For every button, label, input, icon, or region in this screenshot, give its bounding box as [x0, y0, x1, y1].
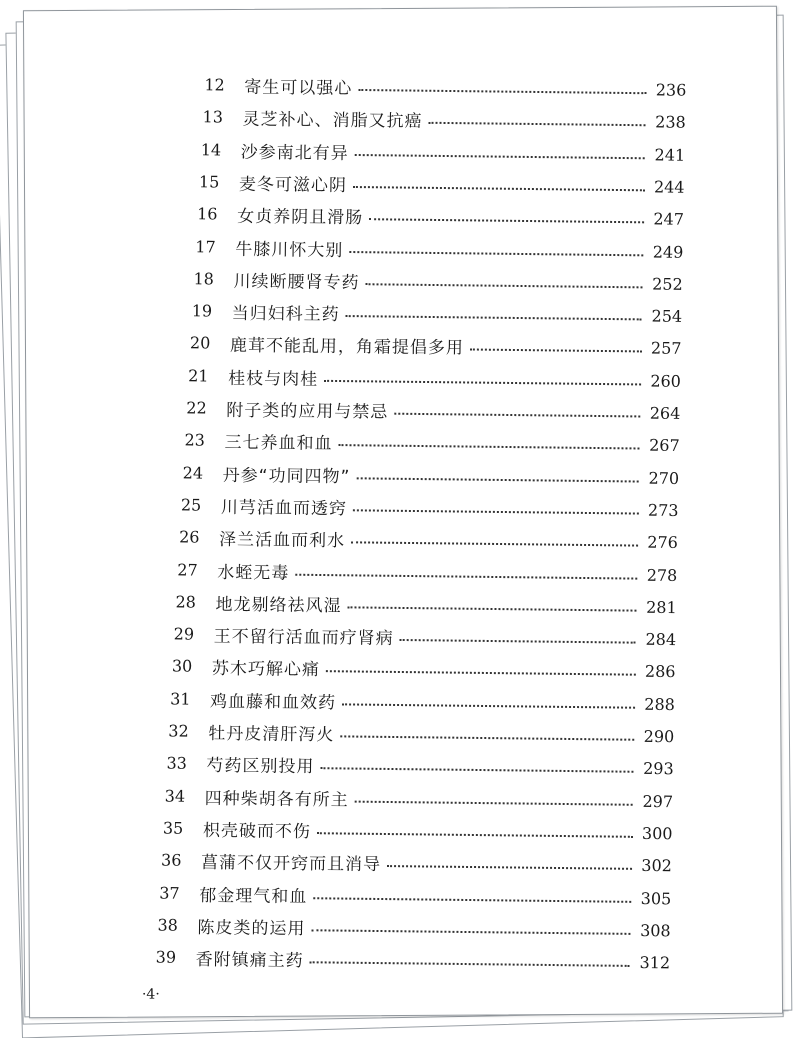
- toc-entry-title: 附子类的应用与禁忌: [226, 400, 389, 423]
- toc-entry: [186, 393, 680, 427]
- toc-entry: [157, 910, 670, 944]
- toc-entry-number: 21: [188, 365, 209, 385]
- toc-entry: [181, 490, 679, 524]
- toc-entry: [184, 426, 679, 460]
- toc-entry: [199, 167, 685, 201]
- toc-entry-page: 236: [655, 79, 687, 100]
- toc-entry-page: 288: [644, 693, 676, 714]
- toc-entry-number: 17: [195, 236, 216, 256]
- toc-entry-page: 312: [639, 952, 671, 972]
- toc-entry-number: 16: [197, 203, 218, 224]
- toc-entry-page: 300: [641, 823, 673, 843]
- toc-entry-page: 267: [649, 435, 680, 455]
- toc-entry-page: 302: [641, 855, 673, 875]
- toc-leader-dots: [313, 897, 631, 903]
- toc-entry: [193, 264, 682, 298]
- toc-entry-title: 灵芝补心、消脂又抗癌: [242, 109, 423, 132]
- toc-entry: [163, 813, 673, 847]
- toc-entry-title: 麦冬可滋心阴: [238, 174, 348, 196]
- toc-entry-title: 沙参南北有异: [240, 141, 349, 164]
- toc-leader-dots: [320, 767, 633, 773]
- toc-entry-number: 30: [171, 656, 193, 676]
- toc-entry-title: 女贞养阴且滑肠: [237, 206, 364, 228]
- toc-entry-title: 当归妇科主药: [231, 303, 340, 325]
- toc-entry: [195, 232, 683, 266]
- toc-entry: [192, 296, 683, 330]
- toc-entry-page: 305: [640, 887, 672, 908]
- toc-entry-title: 苏木巧解心痛: [211, 658, 321, 680]
- toc-entry-page: 281: [646, 597, 677, 617]
- toc-entry-page: 293: [643, 758, 674, 778]
- toc-entry-number: 31: [170, 688, 191, 708]
- toc-entry-title: 四种柴胡各有所主: [204, 788, 349, 810]
- toc-leader-dots: [394, 413, 640, 418]
- toc-entry-title: 川续断腰肾专药: [233, 271, 360, 293]
- toc-entry: [168, 716, 674, 750]
- toc-entry-title: 郁金理气和血: [199, 884, 308, 907]
- toc-entry-number: 18: [193, 268, 215, 288]
- toc-entry: [204, 70, 686, 103]
- toc-leader-dots: [356, 477, 639, 482]
- toc-leader-dots: [353, 186, 645, 191]
- toc-entry-number: 24: [182, 462, 204, 482]
- toc-leader-dots: [429, 122, 646, 126]
- toc-leader-dots: [340, 735, 634, 740]
- toc-entry: [174, 619, 677, 653]
- page-number: ·4·: [141, 986, 160, 1003]
- toc-entry-number: 27: [177, 559, 198, 579]
- toc-entry-page: 257: [650, 338, 682, 358]
- toc-entry-number: 32: [168, 720, 189, 741]
- toc-entry-number: 34: [164, 785, 186, 805]
- toc-entry: [175, 587, 676, 621]
- toc-entry-page: 254: [651, 306, 683, 326]
- toc-entry: [177, 555, 677, 589]
- toc-entry-title: 王不留行活血而疗肾病: [213, 626, 394, 649]
- toc-leader-dots: [470, 349, 642, 353]
- toc-leader-dots: [342, 703, 635, 708]
- toc-entry-page: 241: [654, 144, 686, 164]
- toc-entry-number: 39: [155, 947, 177, 967]
- toc-entry: [197, 199, 684, 233]
- toc-entry-title: 枳壳破而不伤: [202, 820, 311, 842]
- toc-page: [23, 6, 783, 1019]
- toc-entry-number: 20: [189, 333, 211, 353]
- toc-entry: [165, 781, 674, 815]
- toc-leader-dots: [400, 639, 636, 644]
- toc-entry: [188, 361, 681, 395]
- toc-entry-title: 川芎活血而透窍: [220, 497, 348, 519]
- toc-entry: [156, 943, 671, 977]
- toc-entry: [179, 523, 678, 557]
- toc-entry-title: 牛膝川怀大别: [235, 238, 344, 260]
- toc-entry: [172, 652, 676, 686]
- toc-entry-page: 270: [648, 467, 680, 488]
- toc-entry-number: 35: [162, 817, 184, 838]
- toc-entry-number: 29: [173, 623, 195, 644]
- toc-leader-dots: [349, 251, 643, 256]
- toc-entry-page: 247: [653, 209, 685, 229]
- toc-entry-number: 19: [191, 300, 213, 321]
- toc-entry-page: 249: [652, 241, 684, 261]
- toc-entry-page: 286: [644, 661, 676, 682]
- toc-entry-number: 28: [175, 591, 197, 611]
- toc-entry-page: 252: [652, 273, 683, 294]
- toc-entry-page: 290: [643, 726, 675, 746]
- toc-entry-number: 26: [179, 527, 200, 547]
- toc-leader-dots: [338, 444, 639, 449]
- toc-entry-page: 264: [649, 403, 681, 423]
- toc-leader-dots: [369, 218, 644, 223]
- toc-leader-dots: [387, 865, 632, 870]
- toc-entry-number: 36: [161, 850, 182, 870]
- toc-entry-page: 308: [640, 920, 671, 940]
- toc-leader-dots: [365, 283, 642, 288]
- toc-entry-number: 15: [198, 171, 220, 191]
- toc-leader-dots: [326, 671, 636, 677]
- toc-entry: [166, 749, 673, 783]
- toc-leader-dots: [317, 832, 633, 838]
- toc-entry-number: 37: [159, 882, 180, 902]
- toc-entry-page: 276: [647, 532, 679, 552]
- toc-entry-title: 陈皮类的运用: [197, 917, 306, 939]
- toc-entry-page: 284: [645, 629, 677, 649]
- toc-entry: [159, 878, 671, 912]
- toc-entry: [161, 846, 672, 880]
- toc-entry-title: 鸡血藤和血效药: [209, 691, 337, 713]
- toc-entry-title: 牡丹皮清肝泻火: [208, 723, 335, 745]
- toc-leader-dots: [295, 573, 637, 579]
- toc-entry-number: 23: [184, 430, 206, 450]
- toc-entry-number: 33: [166, 753, 187, 773]
- toc-leader-dots: [347, 606, 636, 611]
- toc-entry-title: 水蛭无毒: [217, 561, 290, 583]
- toc-entry-title: 香附镇痛主药: [195, 949, 304, 971]
- toc-entry: [170, 684, 675, 718]
- toc-leader-dots: [353, 509, 639, 514]
- toc-entry-number: 12: [204, 74, 225, 94]
- toc-entry-title: 芍药区别投用: [206, 755, 315, 777]
- toc-entry-page: 260: [650, 370, 682, 391]
- toc-entry-page: 244: [653, 176, 685, 197]
- toc-entry-title: 桂枝与肉桂: [228, 367, 319, 389]
- toc-entry-title: 泽兰活血而利水: [219, 529, 346, 551]
- toc-entry-page: 273: [647, 500, 679, 520]
- toc-leader-dots: [351, 542, 638, 547]
- toc-entry-number: 14: [200, 139, 222, 159]
- toc-entry-page: 238: [655, 112, 686, 132]
- toc-entry: [190, 329, 682, 363]
- table-of-contents: [24, 7, 782, 1018]
- toc-entry-number: 22: [186, 397, 207, 418]
- toc-entry-number: 13: [202, 107, 224, 127]
- toc-entry-title: 丹参“功同四物”: [222, 464, 351, 487]
- toc-leader-dots: [358, 89, 646, 94]
- toc-entry-page: 297: [642, 790, 674, 811]
- toc-entry-title: 三七养血和血: [224, 432, 333, 454]
- toc-entry-title: 菖蒲不仅开窍而且消导: [200, 852, 382, 875]
- toc-entry-number: 25: [180, 494, 202, 514]
- toc-entry: [183, 458, 680, 492]
- toc-leader-dots: [311, 929, 630, 935]
- toc-entry-title: 鹿茸不能乱用，角霜提倡多用: [229, 335, 465, 359]
- toc-leader-dots: [310, 961, 630, 967]
- toc-leader-dots: [346, 315, 642, 320]
- toc-entry: [202, 103, 685, 136]
- toc-entry-page: 278: [646, 564, 678, 585]
- toc-entry: [201, 135, 686, 168]
- toc-leader-dots: [355, 154, 645, 159]
- toc-leader-dots: [355, 800, 633, 805]
- toc-leader-dots: [324, 380, 641, 386]
- toc-entry-number: 38: [157, 914, 178, 935]
- toc-entry-title: 地龙剔络祛风湿: [215, 594, 342, 616]
- toc-entry-title: 寄生可以强心: [244, 77, 353, 99]
